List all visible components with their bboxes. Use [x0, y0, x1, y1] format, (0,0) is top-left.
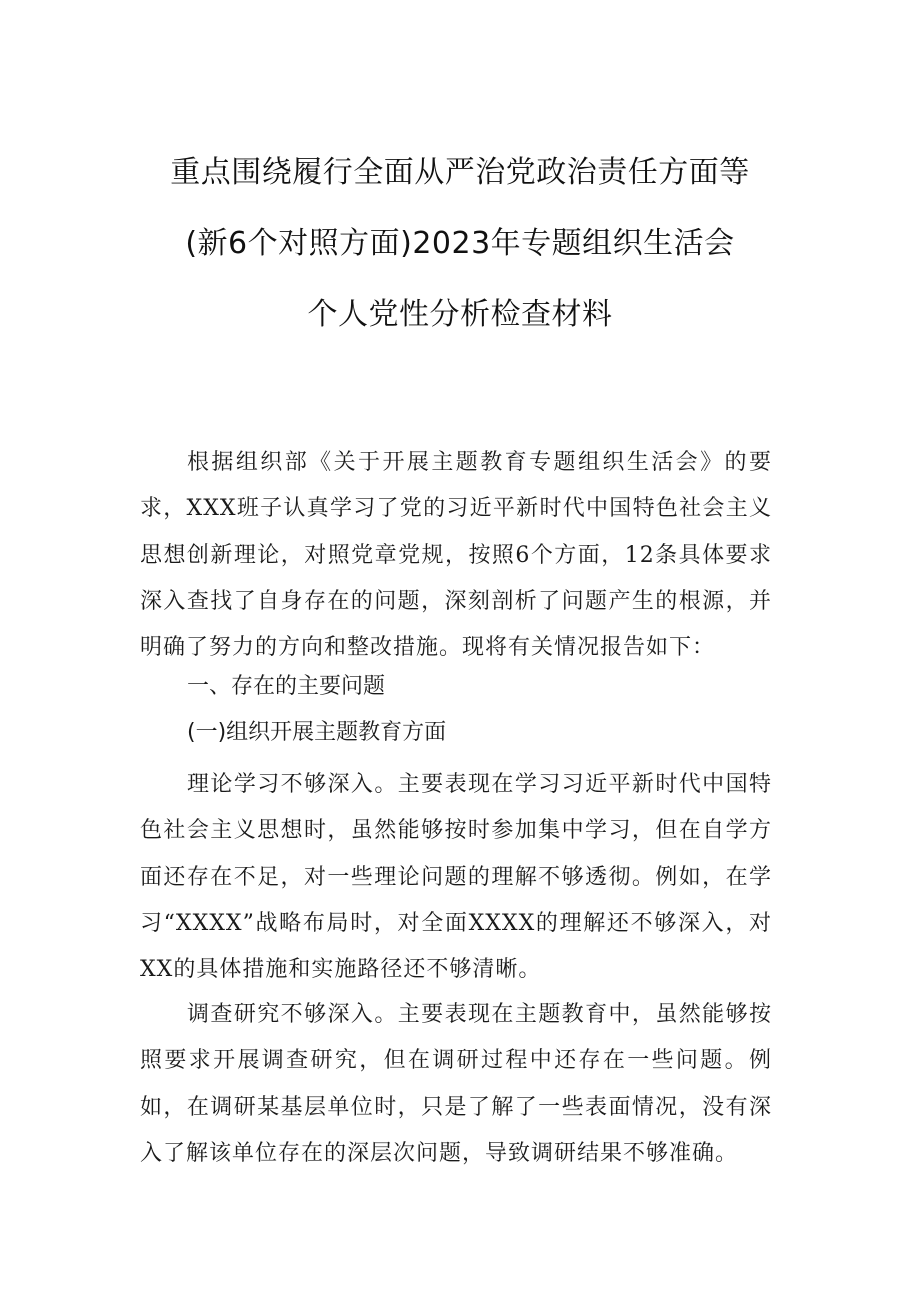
- intro-paragraph: 根据组织部《关于开展主题教育专题组织生活会》的要求，XXX班子认真学习了党的习近平新时代中国特色社会主义思想创新理论，对照党章党规，按照6个方面，12条具体要求深入查找了自身存在的问题，深刻剖析了问题产生的根源，并明确了努力的方向和整改措施。现将有关情况报告如下：: [140, 450, 772, 661]
- subsection-heading-theme-education: (一)组织开展主题教育方面: [187, 720, 447, 745]
- document-title-line-2: (新6个对照方面)2023年专题组织生活会: [185, 226, 735, 261]
- research-paragraph-block: [140, 992, 772, 1177]
- document-title-line-1: 重点围绕履行全面从严治党政治责任方面等: [170, 155, 750, 190]
- research-paragraph: 调查研究不够深入。主要表现在主题教育中，虽然能够按照要求开展调查研究，但在调研过程中还存在一些问题。例如，在调研某基层单位时，只是了解了一些表面情况，没有深入了解该单位存在的深层次问题，导致调研结果不够准确。: [140, 1002, 772, 1166]
- theory-paragraph-block: [140, 762, 772, 993]
- theory-study-paragraph: 理论学习不够深入。主要表现在学习习近平新时代中国特色社会主义思想时，虽然能够按时参加集中学习，但在自学方面还存在不足，对一些理论问题的理解不够透彻。例如，在学习“XXXX”战略布局时，对全面XXXX的理解还不够深入，对XX的具体措施和实施路径还不够清晰。: [140, 772, 772, 983]
- intro-paragraph-block: [140, 440, 772, 671]
- document-title-line-3: 个人党性分析检查材料: [307, 297, 613, 332]
- section-heading-main-problems: 一、存在的主要问题: [187, 674, 386, 699]
